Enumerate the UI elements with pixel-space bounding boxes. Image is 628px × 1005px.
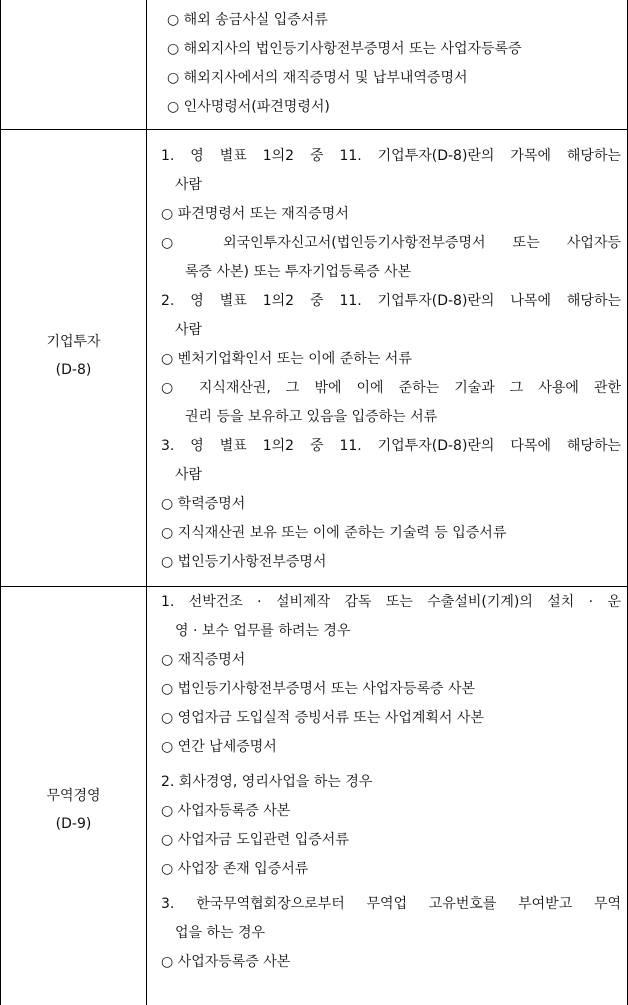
list-item: ○ 외국인투자신고서(법인등기사항전부증명서 또는 사업자등	[161, 235, 621, 251]
list-item: 사람	[175, 467, 203, 483]
list-item: ○ 법인등기사항전부증명서 또는 사업자등록증 사본	[161, 681, 476, 697]
list-item: 사람	[175, 322, 203, 338]
list-item: ○ 재직증명서	[161, 652, 246, 668]
list-item: ○ 영업자금 도입실적 증빙서류 또는 사업계획서 사본	[161, 710, 484, 726]
category-name: 기업투자	[46, 334, 101, 350]
document-list-d9	[161, 588, 621, 977]
list-item: ○ 사업자등록증 사본	[161, 954, 291, 970]
list-item: 1. 선박건조 · 설비제작 감독 또는 수출설비(기계)의 설치 · 운	[161, 594, 621, 610]
list-item: 2. 회사경영, 영리사업을 하는 경우	[161, 774, 373, 790]
category-cell-d9	[1, 782, 146, 838]
list-item: 1. 영 별표 1의2 중 11. 기업투자(D-8)란의 가목에 해당하는	[161, 148, 621, 164]
list-item: ○ 해외지사에서의 재직증명서 및 납부내역증명서	[167, 70, 468, 86]
list-item: 3. 한국무역협회장으로부터 무역업 고유번호를 부여받고 무역	[161, 896, 621, 912]
list-item: ○ 벤처기업확인서 또는 이에 준하는 서류	[161, 351, 412, 367]
list-item: 영 · 보수 업무를 하려는 경우	[175, 623, 351, 639]
category-cell-d8	[1, 328, 146, 384]
row-divider	[1, 586, 628, 587]
list-item: 2. 영 별표 1의2 중 11. 기업투자(D-8)란의 나목에 해당하는	[161, 293, 621, 309]
column-divider	[146, 0, 147, 1005]
list-item: ○ 사업자등록증 사본	[161, 803, 291, 819]
list-item: ○ 해외지사의 법인등기사항전부증명서 또는 사업자등록증	[167, 41, 522, 57]
list-item: ○ 지식재산권, 그 밖에 이에 준하는 기술과 그 사용에 관한	[161, 380, 621, 396]
list-item: ○ 파견명령서 또는 재직증명서	[161, 206, 349, 222]
list-item: 업을 하는 경우	[175, 925, 266, 941]
list-item: ○ 해외 송금사실 입증서류	[167, 12, 328, 28]
document-list-d8	[161, 142, 621, 577]
list-item: ○ 지식재산권 보유 또는 이에 준하는 기술력 등 입증서류	[161, 525, 507, 541]
list-item: ○ 학력증명서	[161, 496, 246, 512]
list-item: 권리 등을 보유하고 있음을 입증하는 서류	[185, 409, 438, 425]
list-item: ○ 법인등기사항전부증명서	[161, 554, 327, 570]
list-item: 3. 영 별표 1의2 중 11. 기업투자(D-8)란의 다목에 해당하는	[161, 438, 621, 454]
list-item: ○ 사업자금 도입관련 입증서류	[161, 832, 349, 848]
list-item: ○ 사업장 존재 입증서류	[161, 861, 309, 877]
list-item: ○ 인사명령서(파견명령서)	[167, 99, 330, 115]
row-divider	[1, 129, 628, 130]
list-item: 사람	[175, 177, 203, 193]
list-item: ○ 연간 납세증명서	[161, 739, 277, 755]
category-code: (D-8)	[55, 362, 92, 378]
category-code: (D-9)	[55, 816, 92, 832]
document-list-continued	[167, 6, 627, 122]
category-name: 무역경영	[46, 788, 101, 804]
list-item: 록증 사본) 또는 투자기업등록증 사본	[185, 264, 412, 280]
